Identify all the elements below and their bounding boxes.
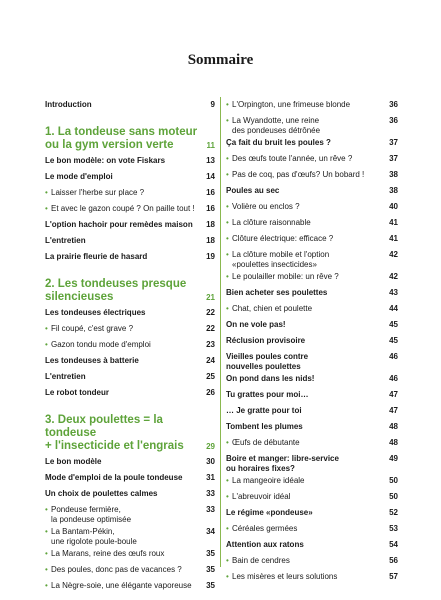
entry-title: On ne vole pas!: [226, 320, 286, 329]
entry-title: Un choix de poulettes calmes: [45, 489, 158, 498]
entry-title: On pond dans les nids!: [226, 374, 315, 383]
page-number: 25: [206, 372, 215, 381]
toc-subentry: [45, 565, 215, 581]
entry-title: • Œufs de débutante: [226, 438, 385, 448]
page-number: 57: [389, 572, 398, 581]
toc-subentry: [226, 492, 398, 508]
entry-title: • Et avec le gazon coupé ? On paille tout !: [45, 204, 202, 214]
entry-title: • Céréales germées: [226, 524, 385, 534]
entry-title: L'entretien: [45, 236, 86, 245]
entry-title: Les tondeuses électriques: [45, 308, 146, 317]
entry-title: • Des poules, donc pas de vacances ?: [45, 565, 202, 575]
toc-entry: [45, 372, 215, 388]
toc-subentry: [226, 202, 398, 218]
page-number: 14: [206, 172, 215, 181]
toc-entry: [45, 308, 215, 324]
toc-entry: [45, 252, 215, 268]
entry-title: • Pas de coq, pas d'œufs? Un bobard !: [226, 170, 385, 180]
entry-title-line: + l'insecticide et l'engrais: [45, 440, 184, 452]
toc-entry: [226, 374, 398, 390]
page-number: 16: [206, 204, 215, 213]
page-number: 21: [206, 293, 215, 302]
toc-subentry: [226, 170, 398, 186]
toc-entry: [45, 457, 215, 473]
entry-title-line: 1. La tondeuse sans moteur: [45, 126, 198, 138]
entry-title: [45, 505, 202, 525]
toc-entry: [45, 388, 215, 404]
page-number: 47: [389, 390, 398, 399]
toc-entry: [226, 406, 398, 422]
page-number: 33: [206, 489, 215, 498]
entry-title: Tu grattes pour moi…: [226, 390, 309, 399]
toc-entry: [226, 508, 398, 524]
page-number: 9: [210, 100, 215, 109]
entry-title: Le bon modèle: [45, 457, 102, 466]
toc-subentry: [226, 304, 398, 320]
entry-title-line: ou horaires fixes?: [226, 464, 295, 473]
entry-title: La prairie fleurie de hasard: [45, 252, 148, 261]
entry-title: • Clôture électrique: efficace ?: [226, 234, 385, 244]
page-number: 46: [389, 352, 398, 361]
entry-title: • La Marans, reine des œufs roux: [45, 549, 202, 559]
entry-title-line: Boire et manger: libre-service: [226, 454, 339, 463]
toc-subentry: [226, 572, 398, 588]
page-number: 19: [206, 252, 215, 261]
entry-title: Mode d'emploi de la poule tondeuse: [45, 473, 183, 482]
entry-title: [226, 454, 385, 474]
page-number: 54: [389, 540, 398, 549]
entry-title: [45, 278, 202, 304]
page-number: 13: [206, 156, 215, 165]
entry-title: [226, 250, 385, 270]
chapter-heading: [45, 126, 215, 152]
entry-title: Le régime «pondeuse»: [226, 508, 313, 517]
page-number: 38: [389, 186, 398, 195]
entry-title: • La Nègre-soie, une élégante vaporeuse: [45, 581, 202, 591]
page-number: 47: [389, 406, 398, 415]
toc-subentry: [226, 116, 398, 138]
page-number: 46: [389, 374, 398, 383]
toc-entry: [45, 156, 215, 172]
page-number: 22: [206, 308, 215, 317]
page-number: 37: [389, 154, 398, 163]
entry-title: • Bain de cendres: [226, 556, 385, 566]
entry-title: • Des œufs toute l'année, un rêve ?: [226, 154, 385, 164]
page-number: 41: [389, 218, 398, 227]
page-number: 35: [206, 581, 215, 590]
page-number: 29: [206, 442, 215, 451]
entry-title: • Gazon tondu mode d'emploi: [45, 340, 202, 350]
entry-title: • Volière ou enclos ?: [226, 202, 385, 212]
entry-title: Introduction: [45, 100, 92, 109]
toc-subentry: [45, 549, 215, 565]
page-number: 33: [206, 505, 215, 514]
entry-title-line: • La clôture mobile et l'option: [232, 250, 330, 259]
toc-subentry: [226, 218, 398, 234]
page-number: 50: [389, 476, 398, 485]
page-number: 35: [206, 549, 215, 558]
toc-column-left: [45, 100, 215, 597]
toc-entry: [45, 473, 215, 489]
toc-entry: [45, 220, 215, 236]
page-number: 38: [389, 170, 398, 179]
page-number: 44: [389, 304, 398, 313]
toc-entry: [226, 454, 398, 476]
entry-title: L'entretien: [45, 372, 86, 381]
toc-subentry: [45, 505, 215, 527]
page-number: 30: [206, 457, 215, 466]
entry-title: • Laisser l'herbe sur place ?: [45, 188, 202, 198]
entry-title: • La clôture raisonnable: [226, 218, 385, 228]
entry-title: Bien acheter ses poulettes: [226, 288, 328, 297]
page-number: 48: [389, 438, 398, 447]
entry-title-line: • La Wyandotte, une reine: [232, 116, 320, 125]
entry-title: … Je gratte pour toi: [226, 406, 302, 415]
entry-title: • L'abreuvoir idéal: [226, 492, 385, 502]
entry-title-line: ou la gym version verte: [45, 139, 174, 151]
entry-title: [45, 527, 202, 547]
entry-title: [45, 126, 202, 152]
entry-title: Attention aux ratons: [226, 540, 304, 549]
page-number: 35: [206, 565, 215, 574]
entry-title: Tombent les plumes: [226, 422, 303, 431]
entry-title: Le bon modèle: on vote Fiskars: [45, 156, 166, 165]
entry-title: Réclusion provisoire: [226, 336, 306, 345]
page-number: 36: [389, 116, 398, 125]
entry-title: Les tondeuses à batterie: [45, 356, 139, 365]
entry-title: [45, 414, 202, 453]
toc-entry: [45, 356, 215, 372]
page-number: 56: [389, 556, 398, 565]
toc-entry: [226, 138, 398, 154]
entry-title: L'option hachoir pour remèdes maison: [45, 220, 193, 229]
toc-subentry: [45, 204, 215, 220]
page-number: 31: [206, 473, 215, 482]
toc-entry: [226, 288, 398, 304]
page-number: 18: [206, 236, 215, 245]
entry-title: Ça fait du bruit les poules ?: [226, 138, 331, 147]
entry-title: [226, 116, 385, 136]
toc-subentry: [45, 527, 215, 549]
page-number: 45: [389, 320, 398, 329]
page-number: 26: [206, 388, 215, 397]
column-divider: [220, 97, 221, 567]
toc-subentry: [226, 476, 398, 492]
entry-title-line: «poulettes insecticides»: [232, 260, 317, 269]
page-number: 50: [389, 492, 398, 501]
toc-subentry: [226, 154, 398, 170]
entry-title: Le robot tondeur: [45, 388, 109, 397]
chapter-heading: [45, 278, 215, 304]
page-number: 11: [206, 141, 215, 150]
page-number: 36: [389, 100, 398, 109]
entry-title: Poules au sec: [226, 186, 280, 195]
page-number: 34: [206, 527, 215, 536]
page-number: 40: [389, 202, 398, 211]
entry-title-line: silencieuses: [45, 291, 114, 303]
page-number: 49: [389, 454, 398, 463]
page-number: 42: [389, 272, 398, 281]
toc-subentry: [45, 581, 215, 597]
toc-entry: [226, 186, 398, 202]
entry-title-line: 3. Deux poulettes = la tondeuse: [45, 414, 163, 439]
toc-subentry: [226, 250, 398, 272]
toc-subentry: [45, 188, 215, 204]
page-number: 48: [389, 422, 398, 431]
page-title: Sommaire: [187, 52, 254, 68]
chapter-heading: [45, 414, 215, 453]
toc-entry: [45, 489, 215, 505]
entry-title: • Les misères et leurs solutions: [226, 572, 385, 582]
entry-title: [226, 352, 385, 372]
page-number: 43: [389, 288, 398, 297]
entry-title-line: des pondeuses détrônée: [232, 126, 321, 135]
toc-subentry: [226, 100, 398, 116]
entry-title-line: une rigolote poule-boule: [51, 537, 137, 546]
toc-entry: [226, 320, 398, 336]
entry-title-line: • Pondeuse fermière,: [51, 505, 121, 514]
toc-subentry: [45, 324, 215, 340]
entry-title: • La mangeoire idéale: [226, 476, 385, 486]
toc-subentry: [45, 340, 215, 356]
page-number: 53: [389, 524, 398, 533]
entry-title: • L'Orpington, une frimeuse blonde: [226, 100, 385, 110]
entry-title-line: Vieilles poules contre: [226, 352, 309, 361]
toc-entry: [226, 540, 398, 556]
page-number: 16: [206, 188, 215, 197]
toc-subentry: [226, 524, 398, 540]
page-number: 18: [206, 220, 215, 229]
page-number: 22: [206, 324, 215, 333]
toc-subentry: [226, 272, 398, 288]
toc-entry: [226, 390, 398, 406]
page-number: 41: [389, 234, 398, 243]
page-number: 45: [389, 336, 398, 345]
entry-title-line: la pondeuse optimisée: [51, 515, 132, 524]
page-number: 52: [389, 508, 398, 517]
toc-column-right: [226, 100, 398, 588]
toc-subentry: [226, 234, 398, 250]
page-number: 23: [206, 340, 215, 349]
entry-title: • Chat, chien et poulette: [226, 304, 385, 314]
page-number: 42: [389, 250, 398, 259]
toc-entry: [226, 422, 398, 438]
toc-entry: [226, 336, 398, 352]
page-number: 37: [389, 138, 398, 147]
page-number: 24: [206, 356, 215, 365]
entry-title-line: 2. Les tondeuses presque: [45, 278, 187, 290]
toc-subentry: [226, 556, 398, 572]
toc-entry: [45, 172, 215, 188]
entry-title: • Fil coupé, c'est grave ?: [45, 324, 202, 334]
toc-subentry: [226, 438, 398, 454]
toc-entry: [226, 352, 398, 374]
entry-title-line: • La Bantam-Pékin,: [51, 527, 115, 536]
entry-title: • Le poulailler mobile: un rêve ?: [226, 272, 385, 282]
toc-entry: [45, 100, 215, 116]
toc-entry: [45, 236, 215, 252]
entry-title: Le mode d'emploi: [45, 172, 113, 181]
entry-title-line: nouvelles poulettes: [226, 362, 301, 371]
